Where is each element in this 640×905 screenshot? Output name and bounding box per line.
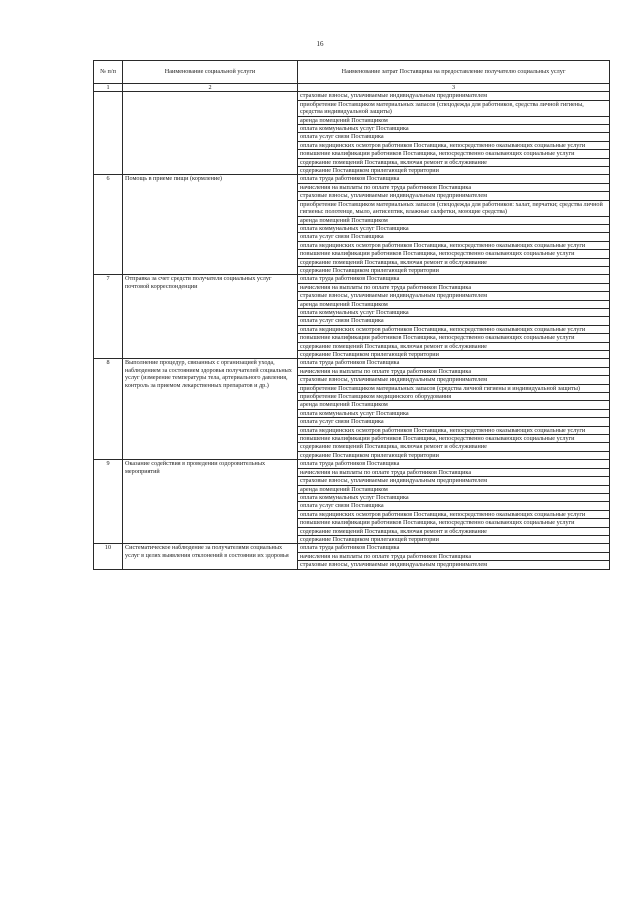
header-number: № п/п [94,61,123,84]
cost-item: повышение квалификации работников Поставщика, непосредственно оказывающих социальные услуги [298,519,610,527]
cost-item: повышение квалификации работников Поставщика, непосредственно оказывающих социальные услуги [298,150,610,158]
service-name: Систематическое наблюдение за получателями социальных услуг в целях выявления отклонений в состоянии их здоровья [123,544,298,569]
cost-item: аренда помещений Поставщиком [298,401,610,409]
service-name: Оказание содействия в проведении оздоровительных мероприятий [123,460,298,544]
cost-item: содержание Поставщиком прилегающей территории [298,167,610,175]
cost-item: страховые взносы, уплачиваемые индивидуальным предпринимателем [298,477,610,485]
cost-item: оплата медицинских осмотров работников Поставщика, непосредственно оказывающих социальные услуги [298,510,610,518]
header-service-name: Наименование социальной услуги [123,61,298,84]
cost-item: оплата медицинских осмотров работников Поставщика, непосредственно оказывающих социальные услуги [298,241,610,249]
cost-item: аренда помещений Поставщиком [298,216,610,224]
cost-item: начисления на выплаты по оплате труда работников Поставщика [298,183,610,191]
cost-item: содержание помещений Поставщика, включая ремонт и обслуживание [298,342,610,350]
table-row [94,460,610,468]
column-index-cell: 3 [298,84,610,92]
service-name [123,92,298,175]
table-row [94,175,610,183]
cost-item: оплата коммунальных услуг Поставщика [298,493,610,501]
cost-item: аренда помещений Поставщиком [298,116,610,124]
cost-item: содержание Поставщиком прилегающей территории [298,351,610,359]
cost-item: аренда помещений Поставщиком [298,300,610,308]
cost-item: страховые взносы, уплачиваемые индивидуальным предпринимателем [298,92,610,100]
service-number [94,92,123,175]
cost-item: начисления на выплаты по оплате труда работников Поставщика [298,552,610,560]
cost-item: оплата коммунальных услуг Поставщика [298,125,610,133]
cost-item: оплата труда работников Поставщика [298,544,610,552]
service-number: 6 [94,175,123,275]
service-number: 9 [94,460,123,544]
cost-item: оплата труда работников Поставщика [298,359,610,367]
cost-item: страховые взносы, уплачиваемые индивидуальным предпринимателем [298,192,610,200]
service-number: 10 [94,544,123,569]
cost-item: оплата коммунальных услуг Поставщика [298,409,610,417]
cost-item: оплата услуг связи Поставщика [298,502,610,510]
service-name: Выполнение процедур, связанных с организацией ухода, наблюдением за состоянием здоровья получателей социальных услуг (измерение температуры тела, артериального давления, контроль за приемом лекарственных препаратов и др.) [123,359,298,460]
cost-item: начисления на выплаты по оплате труда работников Поставщика [298,468,610,476]
table-row [94,359,610,367]
cost-item: страховые взносы, уплачиваемые индивидуальным предпринимателем [298,292,610,300]
cost-item: страховые взносы, уплачиваемые индивидуальным предпринимателем [298,376,610,384]
cost-item: приобретение Поставщиком материальных запасов (спецодежда для работников: халат, перчатки; средства личной гигиены: полотенце, мыло, антисептик, влажные салфетки, моющие средства) [298,200,610,216]
cost-item: содержание Поставщиком прилегающей территории [298,266,610,274]
service-name: Помощь в приеме пищи (кормление) [123,175,298,275]
cost-item: оплата коммунальных услуг Поставщика [298,224,610,232]
header-cost-items: Наименование затрат Поставщика на предоставление получателю социальных услуг [298,61,610,84]
cost-item: оплата медицинских осмотров работников Поставщика, непосредственно оказывающих социальные услуги [298,325,610,333]
cost-item: содержание Поставщиком прилегающей территории [298,535,610,543]
cost-item: содержание помещений Поставщика, включая ремонт и обслуживание [298,443,610,451]
cost-item: страховые взносы, уплачиваемые индивидуальным предпринимателем [298,561,610,569]
service-number: 8 [94,359,123,460]
cost-item: начисления на выплаты по оплате труда работников Поставщика [298,283,610,291]
cost-item: оплата коммунальных услуг Поставщика [298,308,610,316]
cost-item: повышение квалификации работников Поставщика, непосредственно оказывающих социальные услуги [298,334,610,342]
cost-item: содержание помещений Поставщика, включая ремонт и обслуживание [298,158,610,166]
cost-item: оплата труда работников Поставщика [298,175,610,183]
cost-item: содержание Поставщиком прилегающей территории [298,451,610,459]
cost-item: приобретение Поставщиком материальных запасов (средства личной гигиены и индивидуальной защиты) [298,384,610,392]
cost-item: содержание помещений Поставщика, включая ремонт и обслуживание [298,258,610,266]
cost-item: повышение квалификации работников Поставщика, непосредственно оказывающих социальные услуги [298,250,610,258]
table-row [94,544,610,552]
table-header-row [94,61,610,84]
column-index-cell: 2 [123,84,298,92]
page-number: 16 [316,40,324,48]
cost-item: содержание помещений Поставщика, включая ремонт и обслуживание [298,527,610,535]
cost-item: оплата труда работников Поставщика [298,275,610,283]
cost-item: оплата медицинских осмотров работников Поставщика, непосредственно оказывающих социальные услуги [298,426,610,434]
service-number: 7 [94,275,123,359]
cost-item: оплата услуг связи Поставщика [298,418,610,426]
column-index-cell: 1 [94,84,123,92]
services-cost-table [93,60,610,570]
table-row [94,92,610,100]
table-body [94,92,610,569]
cost-item: оплата труда работников Поставщика [298,460,610,468]
cost-item: оплата медицинских осмотров работников Поставщика, непосредственно оказывающих социальные услуги [298,141,610,149]
cost-item: аренда помещений Поставщиком [298,485,610,493]
service-name: Отправка за счет средств получателя социальных услуг почтовой корреспонденции [123,275,298,359]
cost-item: оплата услуг связи Поставщика [298,233,610,241]
cost-item: оплата услуг связи Поставщика [298,317,610,325]
cost-item: начисления на выплаты по оплате труда работников Поставщика [298,367,610,375]
cost-item: приобретение Поставщиком медицинского оборудования [298,393,610,401]
cost-item: оплата услуг связи Поставщика [298,133,610,141]
table-row [94,275,610,283]
column-index-row [94,84,610,92]
cost-item: приобретение Поставщиком материальных запасов (спецодежда для работников, средства личной гигиены, средства индивидуальной защиты) [298,100,610,116]
cost-item: повышение квалификации работников Поставщика, непосредственно оказывающих социальные услуги [298,435,610,443]
